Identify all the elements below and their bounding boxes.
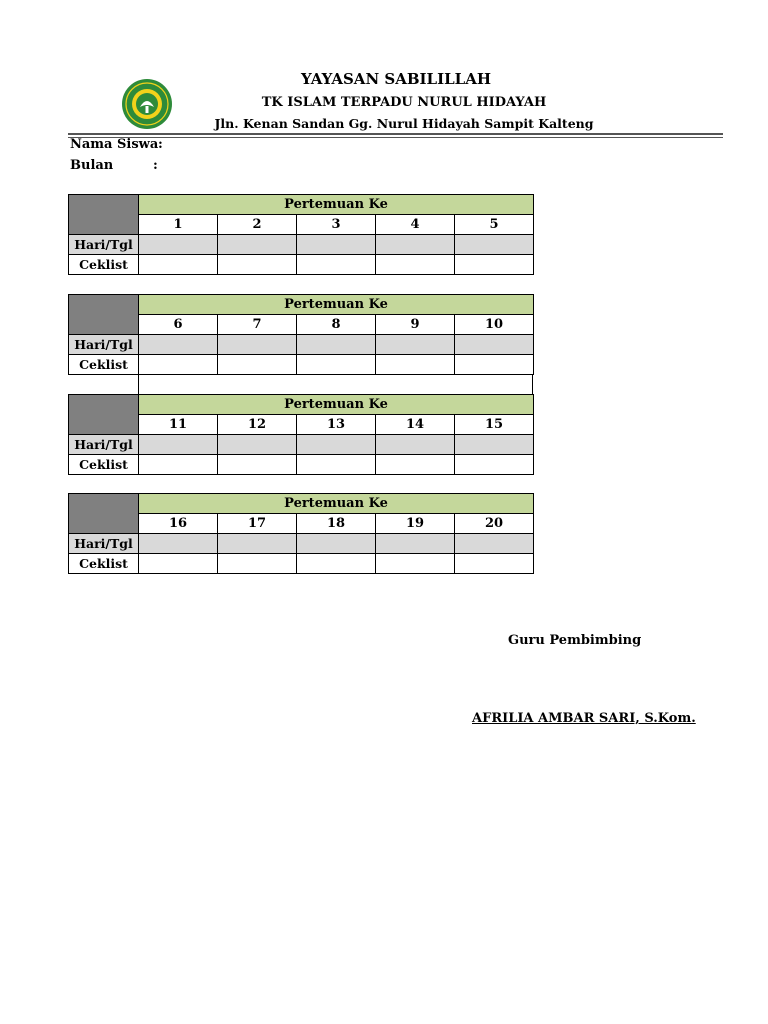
- meeting-number: 9: [376, 315, 455, 335]
- bulan-label: Bulan: [70, 158, 114, 173]
- row-label-hari-tgl: Hari/Tgl: [69, 335, 139, 355]
- date-cell[interactable]: [455, 235, 534, 255]
- check-cell[interactable]: [218, 455, 297, 475]
- table-title: Pertemuan Ke: [139, 494, 534, 514]
- signature-name: AFRILIA AMBAR SARI, S.Kom.: [472, 711, 696, 726]
- meeting-number: 2: [218, 215, 297, 235]
- header-rule-thin: [68, 137, 723, 138]
- school-name: TK ISLAM TERPADU NURUL HIDAYAH: [261, 95, 547, 110]
- attendance-table-4: [68, 493, 534, 574]
- meeting-number: 6: [139, 315, 218, 335]
- row-label-ceklist: Ceklist: [69, 455, 139, 475]
- bulan-colon: :: [153, 158, 158, 173]
- row-label-ceklist: Ceklist: [69, 554, 139, 574]
- date-cell[interactable]: [376, 534, 455, 554]
- meeting-number: 20: [455, 514, 534, 534]
- corner-cell: [69, 195, 139, 235]
- attendance-table-3: [68, 394, 534, 475]
- date-cell[interactable]: [218, 435, 297, 455]
- meeting-number: 1: [139, 215, 218, 235]
- check-cell[interactable]: [139, 455, 218, 475]
- bulan-field: [70, 158, 158, 173]
- meeting-number: 12: [218, 415, 297, 435]
- date-cell[interactable]: [297, 435, 376, 455]
- check-cell[interactable]: [376, 255, 455, 275]
- check-cell[interactable]: [376, 355, 455, 375]
- meeting-number: 4: [376, 215, 455, 235]
- check-cell[interactable]: [139, 355, 218, 375]
- table-title: Pertemuan Ke: [139, 395, 534, 415]
- date-cell[interactable]: [376, 435, 455, 455]
- check-cell[interactable]: [218, 355, 297, 375]
- spacer-row: [138, 375, 533, 394]
- school-address: Jln. Kenan Sandan Gg. Nurul Hidayah Sampit Kalteng: [214, 116, 594, 131]
- date-cell[interactable]: [218, 534, 297, 554]
- meeting-number: 15: [455, 415, 534, 435]
- date-cell[interactable]: [139, 235, 218, 255]
- date-cell[interactable]: [455, 335, 534, 355]
- check-cell[interactable]: [297, 455, 376, 475]
- attendance-table-1: [68, 194, 534, 275]
- meeting-number: 7: [218, 315, 297, 335]
- nama-siswa-colon: :: [158, 137, 163, 152]
- row-label-ceklist: Ceklist: [69, 355, 139, 375]
- org-title: YAYASAN SABILILLAH: [300, 70, 492, 88]
- check-cell[interactable]: [455, 355, 534, 375]
- date-cell[interactable]: [218, 235, 297, 255]
- meeting-number: 13: [297, 415, 376, 435]
- date-cell[interactable]: [376, 235, 455, 255]
- date-cell[interactable]: [139, 335, 218, 355]
- attendance-table-2: [68, 294, 534, 375]
- table-title: Pertemuan Ke: [139, 295, 534, 315]
- meeting-number: 10: [455, 315, 534, 335]
- check-cell[interactable]: [297, 355, 376, 375]
- corner-cell: [69, 295, 139, 335]
- date-cell[interactable]: [139, 534, 218, 554]
- meeting-number: 5: [455, 215, 534, 235]
- row-label-hari-tgl: Hari/Tgl: [69, 435, 139, 455]
- check-cell[interactable]: [139, 554, 218, 574]
- row-label-hari-tgl: Hari/Tgl: [69, 534, 139, 554]
- date-cell[interactable]: [297, 235, 376, 255]
- row-label-ceklist: Ceklist: [69, 255, 139, 275]
- meeting-number: 14: [376, 415, 455, 435]
- check-cell[interactable]: [376, 455, 455, 475]
- check-cell[interactable]: [297, 554, 376, 574]
- table-title: Pertemuan Ke: [139, 195, 534, 215]
- meeting-number: 17: [218, 514, 297, 534]
- check-cell[interactable]: [139, 255, 218, 275]
- corner-cell: [69, 494, 139, 534]
- date-cell[interactable]: [455, 534, 534, 554]
- meeting-number: 11: [139, 415, 218, 435]
- meeting-number: 8: [297, 315, 376, 335]
- check-cell[interactable]: [455, 255, 534, 275]
- date-cell[interactable]: [297, 335, 376, 355]
- check-cell[interactable]: [218, 554, 297, 574]
- meeting-number: 16: [139, 514, 218, 534]
- date-cell[interactable]: [376, 335, 455, 355]
- check-cell[interactable]: [455, 554, 534, 574]
- row-label-hari-tgl: Hari/Tgl: [69, 235, 139, 255]
- signature-role: Guru Pembimbing: [508, 633, 642, 648]
- date-cell[interactable]: [139, 435, 218, 455]
- date-cell[interactable]: [297, 534, 376, 554]
- nama-siswa-label: Nama Siswa: [70, 137, 159, 152]
- check-cell[interactable]: [218, 255, 297, 275]
- meeting-number: 18: [297, 514, 376, 534]
- check-cell[interactable]: [297, 255, 376, 275]
- date-cell[interactable]: [218, 335, 297, 355]
- meeting-number: 3: [297, 215, 376, 235]
- check-cell[interactable]: [376, 554, 455, 574]
- check-cell[interactable]: [455, 455, 534, 475]
- nama-siswa-field: [70, 137, 163, 152]
- date-cell[interactable]: [455, 435, 534, 455]
- corner-cell: [69, 395, 139, 435]
- meeting-number: 19: [376, 514, 455, 534]
- header-rule: [68, 133, 723, 135]
